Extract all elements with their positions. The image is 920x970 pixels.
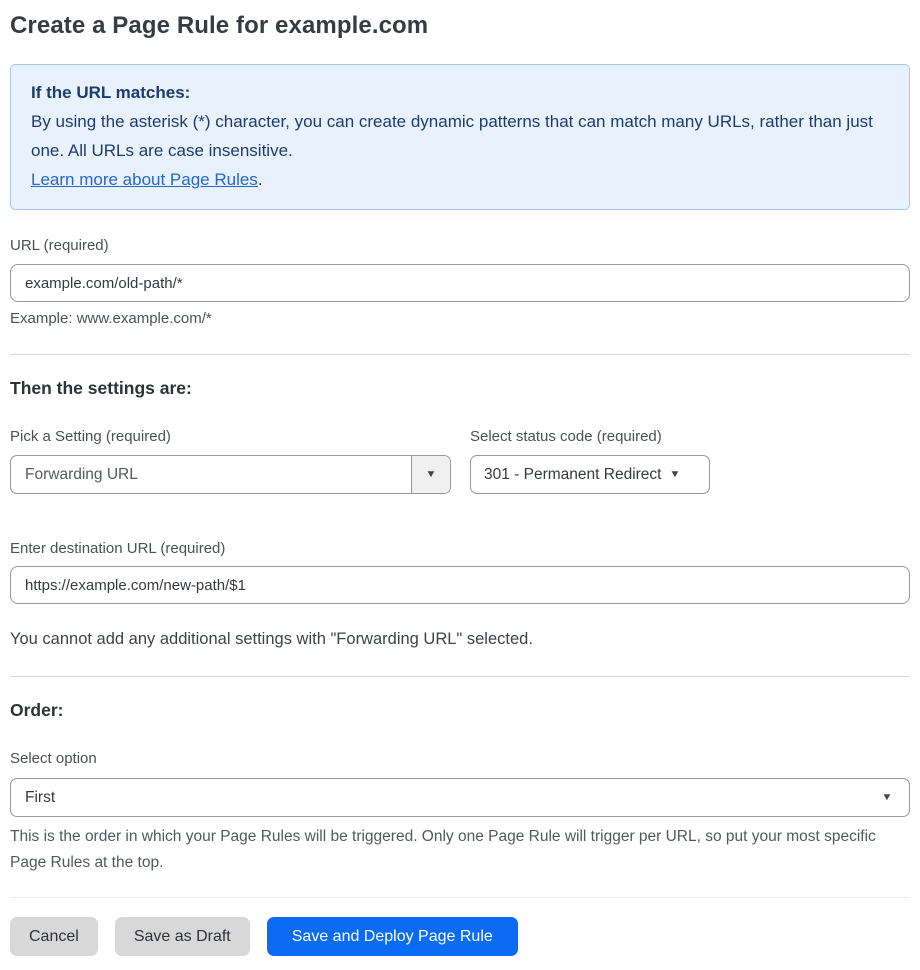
- destination-url-label: Enter destination URL (required): [10, 540, 226, 557]
- url-match-info-box: [10, 64, 910, 210]
- pick-setting-column: [10, 428, 451, 494]
- cancel-button[interactable]: Cancel: [10, 917, 98, 956]
- info-box-heading: If the URL matches:: [31, 83, 191, 102]
- save-and-deploy-button[interactable]: Save and Deploy Page Rule: [267, 917, 518, 956]
- status-code-label: Select status code (required): [470, 428, 662, 445]
- divider: [10, 676, 910, 677]
- chevron-down-icon: ▼: [425, 468, 437, 480]
- order-select-label: Select option: [10, 750, 97, 767]
- status-code-select-value: 301 - Permanent Redirect: [484, 465, 662, 483]
- status-code-column: [470, 428, 710, 494]
- destination-url-section: [10, 540, 910, 604]
- learn-more-link[interactable]: Learn more about Page Rules: [31, 170, 258, 189]
- pick-setting-label: Pick a Setting (required): [10, 428, 171, 445]
- url-label: URL (required): [10, 237, 109, 254]
- info-box-body: [31, 107, 889, 194]
- form-actions: [10, 917, 910, 956]
- order-select-value: First: [25, 788, 56, 806]
- setting-select-arrow-button[interactable]: [411, 456, 450, 493]
- settings-heading: Then the settings are:: [10, 378, 192, 398]
- setting-select-value: Forwarding URL: [25, 465, 138, 483]
- chevron-down-icon: ▼: [881, 791, 893, 803]
- info-box-body-text: By using the asterisk (*) character, you can create dynamic patterns that can match many URLs, rather than just one. All URLs are case insensitive.: [31, 112, 873, 160]
- divider: [10, 897, 910, 898]
- url-input[interactable]: [10, 264, 910, 302]
- status-code-select[interactable]: [470, 455, 710, 494]
- destination-url-input[interactable]: [10, 566, 910, 604]
- save-as-draft-button[interactable]: Save as Draft: [115, 917, 250, 956]
- settings-row: [10, 428, 910, 494]
- order-help-text: This is the order in which your Page Rules will be triggered. Only one Page Rule will trigger per URL, so put your most specific Page Rules at the top.: [10, 828, 876, 871]
- link-suffix: .: [257, 170, 263, 189]
- chevron-down-icon: ▼: [669, 468, 682, 480]
- setting-select[interactable]: [10, 455, 451, 494]
- url-section: [10, 237, 910, 327]
- url-example-hint: Example: www.example.com/*: [10, 310, 212, 327]
- divider: [10, 354, 910, 355]
- order-select[interactable]: [10, 778, 910, 817]
- forwarding-url-note: You cannot add any additional settings with "Forwarding URL" selected.: [10, 630, 533, 648]
- order-heading: Order:: [10, 700, 64, 720]
- page-title: Create a Page Rule for example.com: [10, 12, 429, 39]
